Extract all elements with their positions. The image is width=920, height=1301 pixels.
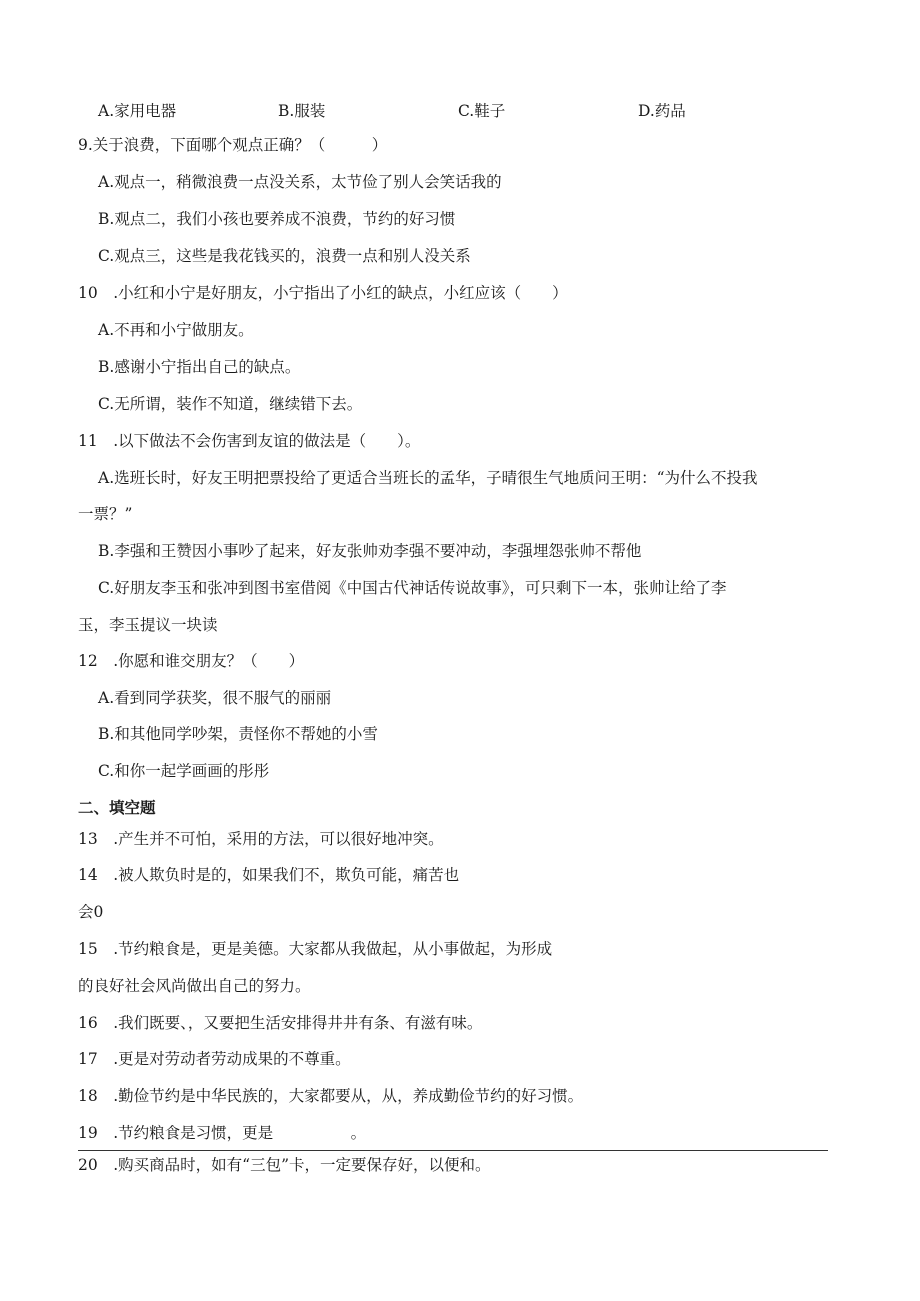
q18: 18 .勤俭节约是中华民族的，大家都要从，从，养成勤俭节约的好习惯。 <box>78 1087 584 1105</box>
q9-option-c: C.观点三，这些是我花钱买的，浪费一点和别人没关系 <box>98 247 471 265</box>
q15-line2: 的良好社会风尚做出自己的努力。 <box>78 977 311 995</box>
q9-option-a: A.观点一，稍微浪费一点没关系，太节俭了别人会笑话我的 <box>98 173 502 191</box>
q17: 17 .更是对劳动者劳动成果的不尊重。 <box>78 1050 351 1068</box>
q13: 13 .产生并不可怕，采用的方法，可以很好地冲突。 <box>78 830 444 848</box>
q10-stem: 10 .小红和小宁是好朋友，小宁指出了小红的缺点，小红应该（ ） <box>78 284 568 302</box>
q11-option-c-line2: 玉，李玉提议一块读 <box>78 616 218 634</box>
q15-line1: 15 .节约粮食是，更是美德。大家都从我做起，从小事做起，为形成 <box>78 940 553 958</box>
q11-option-a-line2: 一票？” <box>78 505 133 523</box>
q8-option-a: A.家用电器 <box>98 102 177 120</box>
q10-option-b: B.感谢小宁指出自己的缺点。 <box>98 358 301 376</box>
q12-option-a: A.看到同学获奖，很不服气的丽丽 <box>98 689 332 707</box>
q11-stem: 11 .以下做法不会伤害到友谊的做法是（ ）。 <box>78 432 421 450</box>
q14-line1: 14 .被人欺负时是的，如果我们不，欺负可能，痛苦也 <box>78 866 460 884</box>
q8-option-d: D.药品 <box>638 102 686 120</box>
q16: 16 .我们既要、，又要把生活安排得井井有条、有滋有味。 <box>78 1014 483 1032</box>
q9-option-b: B.观点二，我们小孩也要养成不浪费，节约的好习惯 <box>98 210 456 228</box>
q20: 20 .购买商品时，如有“三包”卡，一定要保存好，以便和。 <box>78 1156 491 1174</box>
q8-option-c: C.鞋子 <box>458 102 506 120</box>
q11-option-b: B.李强和王赞因小事吵了起来，好友张帅劝李强不要冲动，李强埋怨张帅不帮他 <box>98 542 642 560</box>
q8-options-row <box>98 100 738 122</box>
section-title-fill-in: 二、填空题 <box>78 799 156 817</box>
q10-option-c: C.无所谓，装作不知道，继续错下去。 <box>98 395 363 413</box>
q11-option-c-line1: C.好朋友李玉和张冲到图书室借阅《中国古代神话传说故事》，可只剩下一本，张帅让给了李 <box>98 579 727 597</box>
q10-option-a: A.不再和小宁做朋友。 <box>98 321 254 339</box>
divider-line <box>78 1150 828 1151</box>
q12-stem: 12 .你愿和谁交朋友？（ ） <box>78 652 305 670</box>
q11-option-a-line1: A.选班长时，好友王明把票投给了更适合当班长的孟华，子晴很生气地质问王明：“为什么不投我 <box>98 469 758 487</box>
q9-stem: 9.关于浪费，下面哪个观点正确？（ ） <box>78 136 388 154</box>
q8-option-b: B.服装 <box>278 102 326 120</box>
q12-option-b: B.和其他同学吵架，责怪你不帮她的小雪 <box>98 725 378 743</box>
q14-line2: 会0 <box>78 903 104 921</box>
q19: 19 .节约粮食是习惯，更是 。 <box>78 1124 367 1142</box>
q12-option-c: C.和你一起学画画的彤彤 <box>98 762 270 780</box>
